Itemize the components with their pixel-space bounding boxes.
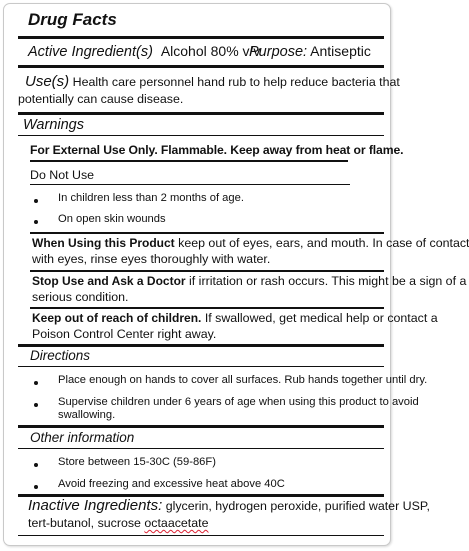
directions-rule [18,366,384,367]
uses-text-2: potentially can cause disease. [18,92,184,106]
when-using-text-2: with eyes, rinse eyes thoroughly with water. [32,252,271,266]
bullet [34,403,38,407]
other-info-heading: Other information [30,430,135,445]
do-not-use-heading: Do Not Use [30,168,95,182]
uses-rule [18,112,384,115]
stop-use-rule [30,270,384,272]
directions-item-1: Place enough on hands to cover all surfaces. Rub hands together until dry. [58,374,428,386]
stop-use-line-1 [32,274,466,288]
bullet [34,220,38,224]
stop-use-label: Stop Use and Ask a Doctor [32,274,186,288]
do-not-use-item-2: On open skin wounds [58,213,166,225]
inactive-label: Inactive Ingredients: [28,497,163,514]
bullet [34,199,38,203]
warnings-rule [18,135,384,136]
other-info-rule [18,448,384,449]
active-rule [18,65,384,68]
warnings-heading: Warnings [23,117,84,133]
warnings-end-rule [18,344,384,347]
inactive-text-1: glycerin, hydrogen peroxide, purified water USP, [165,499,430,513]
external-use-warning: For External Use Only. Flammable. Keep away from heat or flame. [30,143,404,157]
when-using-line-1 [32,236,469,250]
title-rule [18,36,384,39]
directions-heading: Directions [30,348,91,363]
bullet [34,463,38,467]
active-ingredient-value: Alcohol 80% v/v [160,43,261,59]
active-ingredient-row [28,43,260,60]
active-ingredient-label: Active Ingredient(s) [28,44,153,60]
uses-line-1 [25,73,400,90]
directions-item-2-line-1: Supervise children under 6 years of age when using this product to avoid [58,396,419,408]
do-not-use-item-1: In children less than 2 months of age. [58,192,244,204]
external-underline [30,160,348,162]
inactive-rule [18,535,384,536]
purpose-value: Antiseptic [310,43,371,59]
purpose-label: Purpose: [249,44,308,60]
directions-end-rule [18,425,384,428]
keep-out-text-2: Poison Control Center right away. [32,327,217,341]
purpose-row [249,43,371,60]
inactive-line-1 [28,497,430,514]
keep-out-rule [30,307,384,309]
drug-facts-title: Drug Facts [28,10,117,29]
when-using-rule [30,232,384,234]
inactive-text-2-tail: octaacetate [144,516,209,530]
inactive-line-2 [28,516,208,530]
bullet [34,485,38,489]
bullet [34,381,38,385]
inactive-text-2: tert-butanol, sucrose [28,516,141,530]
when-using-text-1: keep out of eyes, ears, and mouth. In case of contact [178,236,469,250]
keep-out-label: Keep out of reach of children. [32,311,202,325]
uses-label: Use(s) [25,73,70,90]
stop-use-text-1: if irritation or rash occurs. This might be a sign of a [189,274,467,288]
other-info-item-2: Avoid freezing and excessive heat above 40C [58,478,285,490]
keep-out-text-1: If swallowed, get medical help or contact a [204,311,438,325]
keep-out-line-1 [32,311,438,325]
when-using-label: When Using this Product [32,236,175,250]
directions-item-2-line-2: swallowing. [58,409,116,421]
do-not-use-rule [30,184,350,185]
uses-text-1: Health care personnel hand rub to help reduce bacteria that [72,75,400,89]
other-info-item-1: Store between 15-30C (59-86F) [58,456,216,468]
stop-use-text-2: serious condition. [32,290,129,304]
